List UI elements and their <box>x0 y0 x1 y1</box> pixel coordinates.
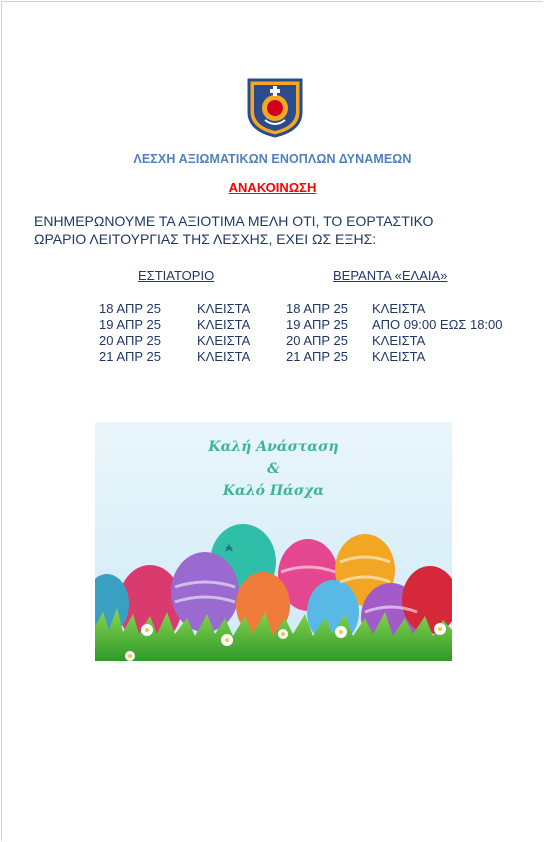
restaurant-status-3: ΚΛΕΙΣΤΑ <box>197 333 251 348</box>
club-emblem-logo <box>247 78 303 138</box>
restaurant-status-4: ΚΛΕΙΣΤΑ <box>197 349 251 364</box>
veranda-date-2: 19 ΑΠΡ 25 <box>286 317 348 332</box>
veranda-date-4: 21 ΑΠΡ 25 <box>286 349 348 364</box>
veranda-status-4: ΚΛΕΙΣΤΑ <box>372 349 426 364</box>
restaurant-date-3: 20 ΑΠΡ 25 <box>99 333 161 348</box>
restaurant-date-4: 21 ΑΠΡ 25 <box>99 349 161 364</box>
intro-line-1: ΕΝΗΜΕΡΩΝΟΥΜΕ ΤΑ ΑΞΙΟΤΙΜΑ ΜΕΛΗ ΟΤΙ, ΤΟ ΕΟΡΤΑΣΤΙΚΟ <box>34 213 434 229</box>
veranda-date-3: 20 ΑΠΡ 25 <box>286 333 348 348</box>
greeting-ampersand: & <box>267 461 280 477</box>
restaurant-status-2: ΚΛΕΙΣΤΑ <box>197 317 251 332</box>
veranda-status-2: ΑΠΟ 09:00 ΕΩΣ 18:00 <box>372 317 503 332</box>
restaurant-heading: ΕΣΤΙΑΤΟΡΙΟ <box>138 268 215 283</box>
restaurant-status-1: ΚΛΕΙΣΤΑ <box>197 301 251 316</box>
veranda-date-1: 18 ΑΠΡ 25 <box>286 301 348 316</box>
veranda-status-3: ΚΛΕΙΣΤΑ <box>372 333 426 348</box>
easter-greeting-image <box>95 422 452 661</box>
intro-paragraph <box>34 212 514 248</box>
restaurant-date-1: 18 ΑΠΡ 25 <box>99 301 161 316</box>
easter-eggs-illustration <box>95 422 452 661</box>
greeting-line-1: Καλή Ανάσταση <box>208 439 339 455</box>
organization-name: ΛΕΣΧΗ ΑΞΙΩΜΑΤΙΚΩΝ ΕΝΟΠΛΩΝ ΔΥΝΑΜΕΩΝ <box>133 152 412 166</box>
intro-line-2: ΩΡΑΡΙΟ ΛΕΙΤΟΥΡΓΙΑΣ ΤΗΣ ΛΕΣΧΗΣ, ΕΧΕΙ ΩΣ ΕΞΗΣ: <box>34 231 377 247</box>
announcement-title: ΑΝΑΚΟΙΝΩΣΗ <box>228 180 317 195</box>
greeting-line-2: Καλό Πάσχα <box>222 483 325 499</box>
veranda-status-1: ΚΛΕΙΣΤΑ <box>372 301 426 316</box>
veranda-heading: ΒΕΡΑΝΤΑ «ΕΛΑΙΑ» <box>333 268 448 283</box>
restaurant-date-2: 19 ΑΠΡ 25 <box>99 317 161 332</box>
